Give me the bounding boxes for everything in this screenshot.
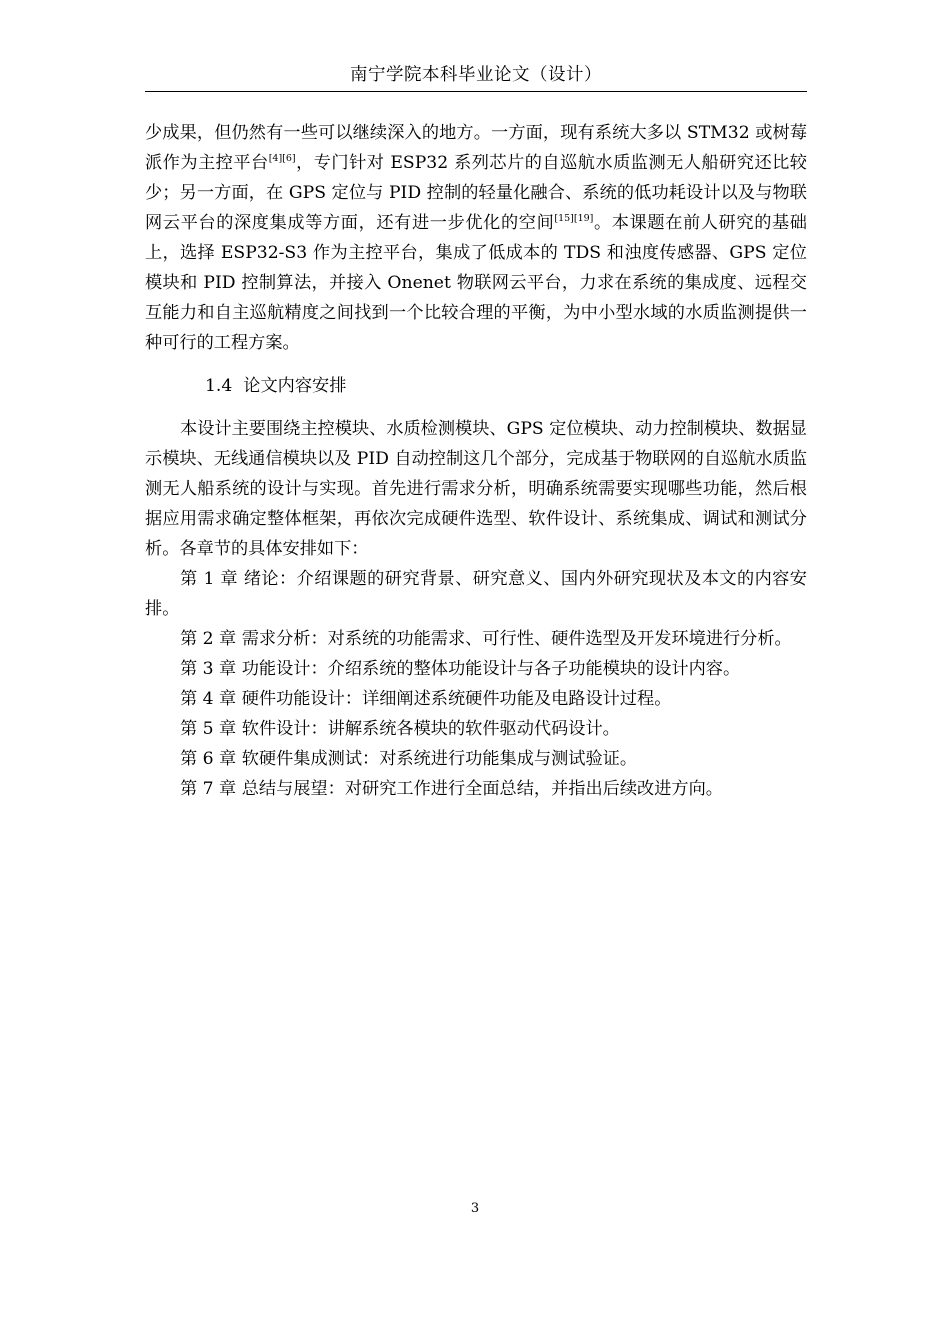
page-number: 3 [470, 1201, 480, 1216]
paragraph-continuation [145, 118, 807, 358]
section-heading [145, 371, 807, 401]
section-title: 论文内容安排 [243, 376, 347, 396]
paragraph-text-part: 。本课题在前人研究的基础上，选择 ESP32-S3 作为主控平台，集成了低成本的 TDS 和浊度传感器、GPS 定位模块和 PID 控制算法，并接入 Onenet 物联网云平台，力求在系统的集成度、远程交互能力和自主巡航精度之间找到一个比较合理的平衡，为中小型水域的水质监测提供一种可行的工程方案。 [145, 213, 807, 353]
chapter-item: 第 3 章 功能设计：介绍系统的整体功能设计与各子功能模块的设计内容。 [180, 659, 741, 679]
paragraph-overview: 本设计主要围绕主控模块、水质检测模块、GPS 定位模块、动力控制模块、数据显示模块、无线通信模块以及 PID 自动控制这几个部分，完成基于物联网的自巡航水质监测无人船系统的设计与实现。首先进行需求分析，明确系统需要实现哪些功能，然后根据应用需求确定整体框架，再依次完成硬件选型、软件设计、系统集成、调试和测试分析。各章节的具体安排如下： [145, 419, 807, 559]
paragraph-text-part: 少成果，但仍然有一些可以继续深入的地方。一方面，现有系统大多以 STM32 或树莓派作为主控平台 [145, 123, 807, 173]
chapter-item: 第 7 章 总结与展望：对研究工作进行全面总结，并指出后续改进方向。 [180, 779, 723, 799]
paragraph-text-part: ，专门针对 ESP32 系列芯片的自巡航水质监测无人船研究还比较少；另一方面，在 GPS 定位与 PID 控制的轻量化融合、系统的低功耗设计以及与物联网云平台的深度集成等方面，还有进一步优化的空间 [145, 153, 807, 233]
chapter-item: 第 6 章 软硬件集成测试：对系统进行功能集成与测试验证。 [180, 749, 638, 769]
body-content [145, 118, 807, 804]
chapter-item: 第 4 章 硬件功能设计：详细阐述系统硬件功能及电路设计过程。 [180, 689, 672, 709]
running-header: 南宁学院本科毕业论文（设计） [350, 65, 602, 85]
chapter-item: 第 2 章 需求分析：对系统的功能需求、可行性、硬件选型及开发环境进行分析。 [180, 629, 792, 649]
header-divider [145, 91, 807, 92]
citation-superscript: [15][19] [554, 213, 594, 224]
citation-superscript: [4][6] [268, 153, 296, 164]
section-number: 1.4 [205, 376, 233, 396]
chapter-item: 第 1 章 绪论：介绍课题的研究背景、研究意义、国内外研究现状及本文的内容安排。 [145, 569, 807, 619]
chapter-item: 第 5 章 软件设计：讲解系统各模块的软件驱动代码设计。 [180, 719, 620, 739]
